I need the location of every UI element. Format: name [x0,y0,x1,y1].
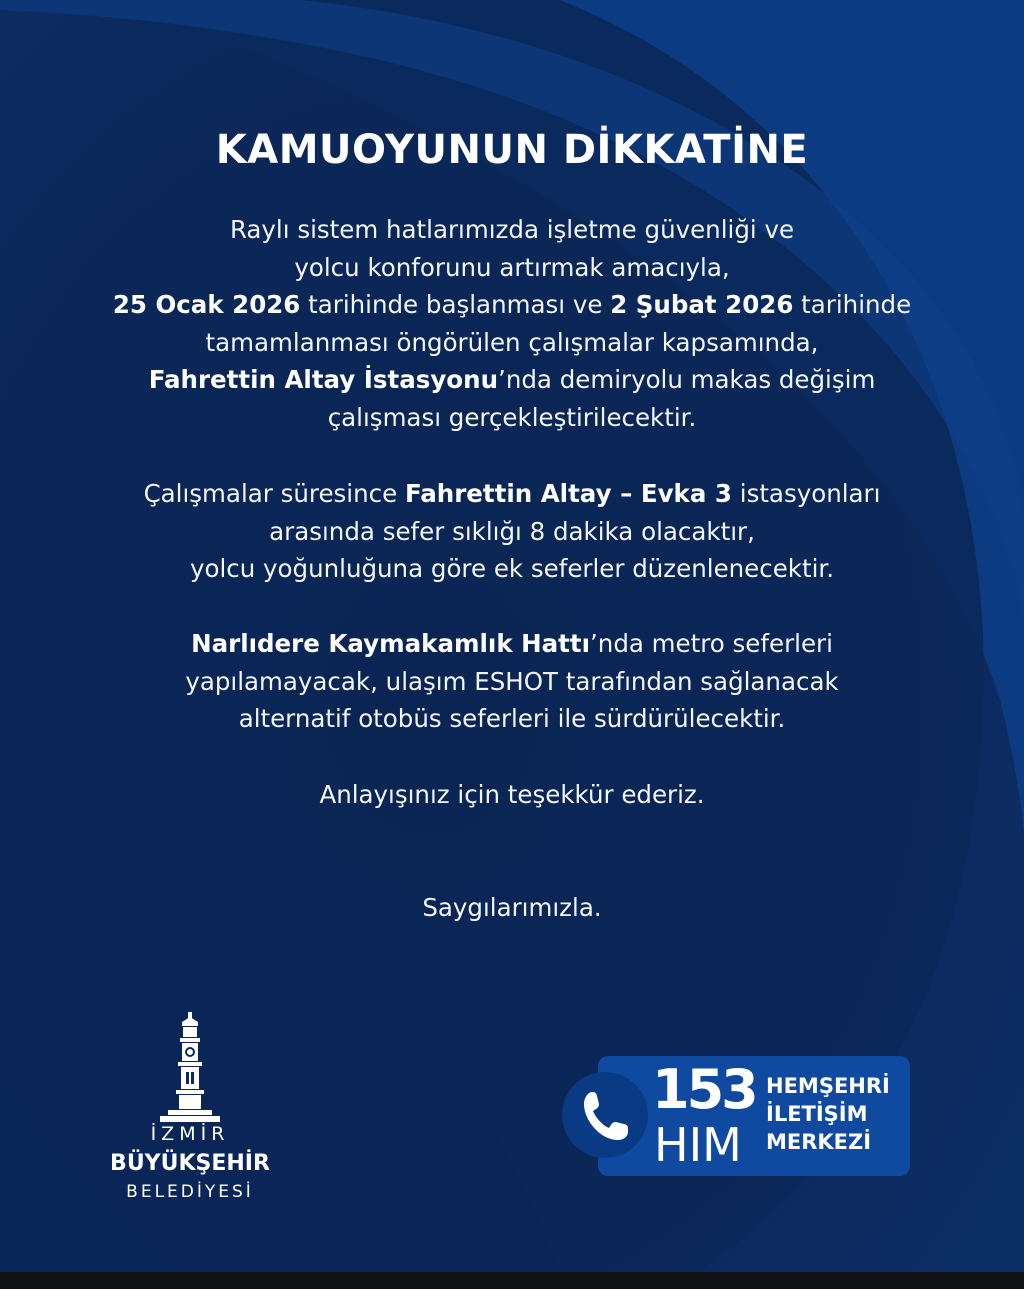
text-line: arasında sefer sıklığı 8 dakika olacaktır, [269,516,755,546]
page-title: KAMUOYUNUN DİKKATİNE [215,127,809,173]
text-line: Çalışmalar süresince Fahrettin Altay – Evka 3 istasyonları [143,479,881,508]
text-line: yolcu konforunu artırmak amacıyla, [294,252,730,282]
text-line: tamamlanması öngörülen çalışmalar kapsamında, [205,327,819,357]
paragraph-frequency [40,475,984,588]
text-line: alternatif otobüs seferleri ile sürdürülecektir. [238,704,786,733]
logo-line-izmir: İZMİR [150,1123,230,1145]
him-text-line: İLETİŞİM [766,1102,868,1126]
text-line: çalışması gerçekleştirilecektir. [327,402,697,432]
text-line: Fahrettin Altay İstasyonu’nda demiryolu makas değişim [148,365,876,394]
text-line: Raylı sistem hatlarımızda işletme güvenliği ve [229,215,795,244]
him-letters: HIM [654,1118,742,1172]
bottom-strip [0,1272,1024,1289]
phone-icon [580,1088,632,1144]
logo-line-belediyesi: BELEDİYESİ [126,1182,254,1202]
thanks-text: Anlayışınız için teşekkür ederiz. [319,780,705,809]
paragraph-alternative [40,625,984,738]
text-line: 25 Ocak 2026 tarihinde başlanması ve 2 Şubat 2026 tarihinde [112,290,912,319]
route-name: Fahrettin Altay – Evka 3 [404,479,732,508]
logo-line-buyuksehir: BÜYÜKŞEHİR [110,1151,270,1176]
municipality-logo [100,1012,280,1212]
him-text-line: MERKEZİ [766,1130,872,1154]
paragraph-schedule [40,211,984,436]
station-name: Fahrettin Altay İstasyonu [148,365,499,394]
text-line: yapılamayacak, ulaşım ESHOT tarafından sağlanacak [185,666,839,696]
date-start: 25 Ocak 2026 [112,290,301,319]
line-name: Narlıdere Kaymakamlık Hattı [191,629,591,658]
clock-tower-icon [152,1012,228,1122]
him-text [766,1072,906,1156]
text-line: Narlıdere Kaymakamlık Hattı’nda metro seferleri [191,629,833,658]
text-line: yolcu yoğunluğuna göre ek seferler düzenlenecektir. [189,554,835,583]
closing-text: Saygılarımızla. [422,893,602,922]
him-text-line: HEMŞEHRİ [766,1074,890,1098]
him-number: 153 [652,1058,756,1121]
date-end: 2 Şubat 2026 [610,290,794,319]
